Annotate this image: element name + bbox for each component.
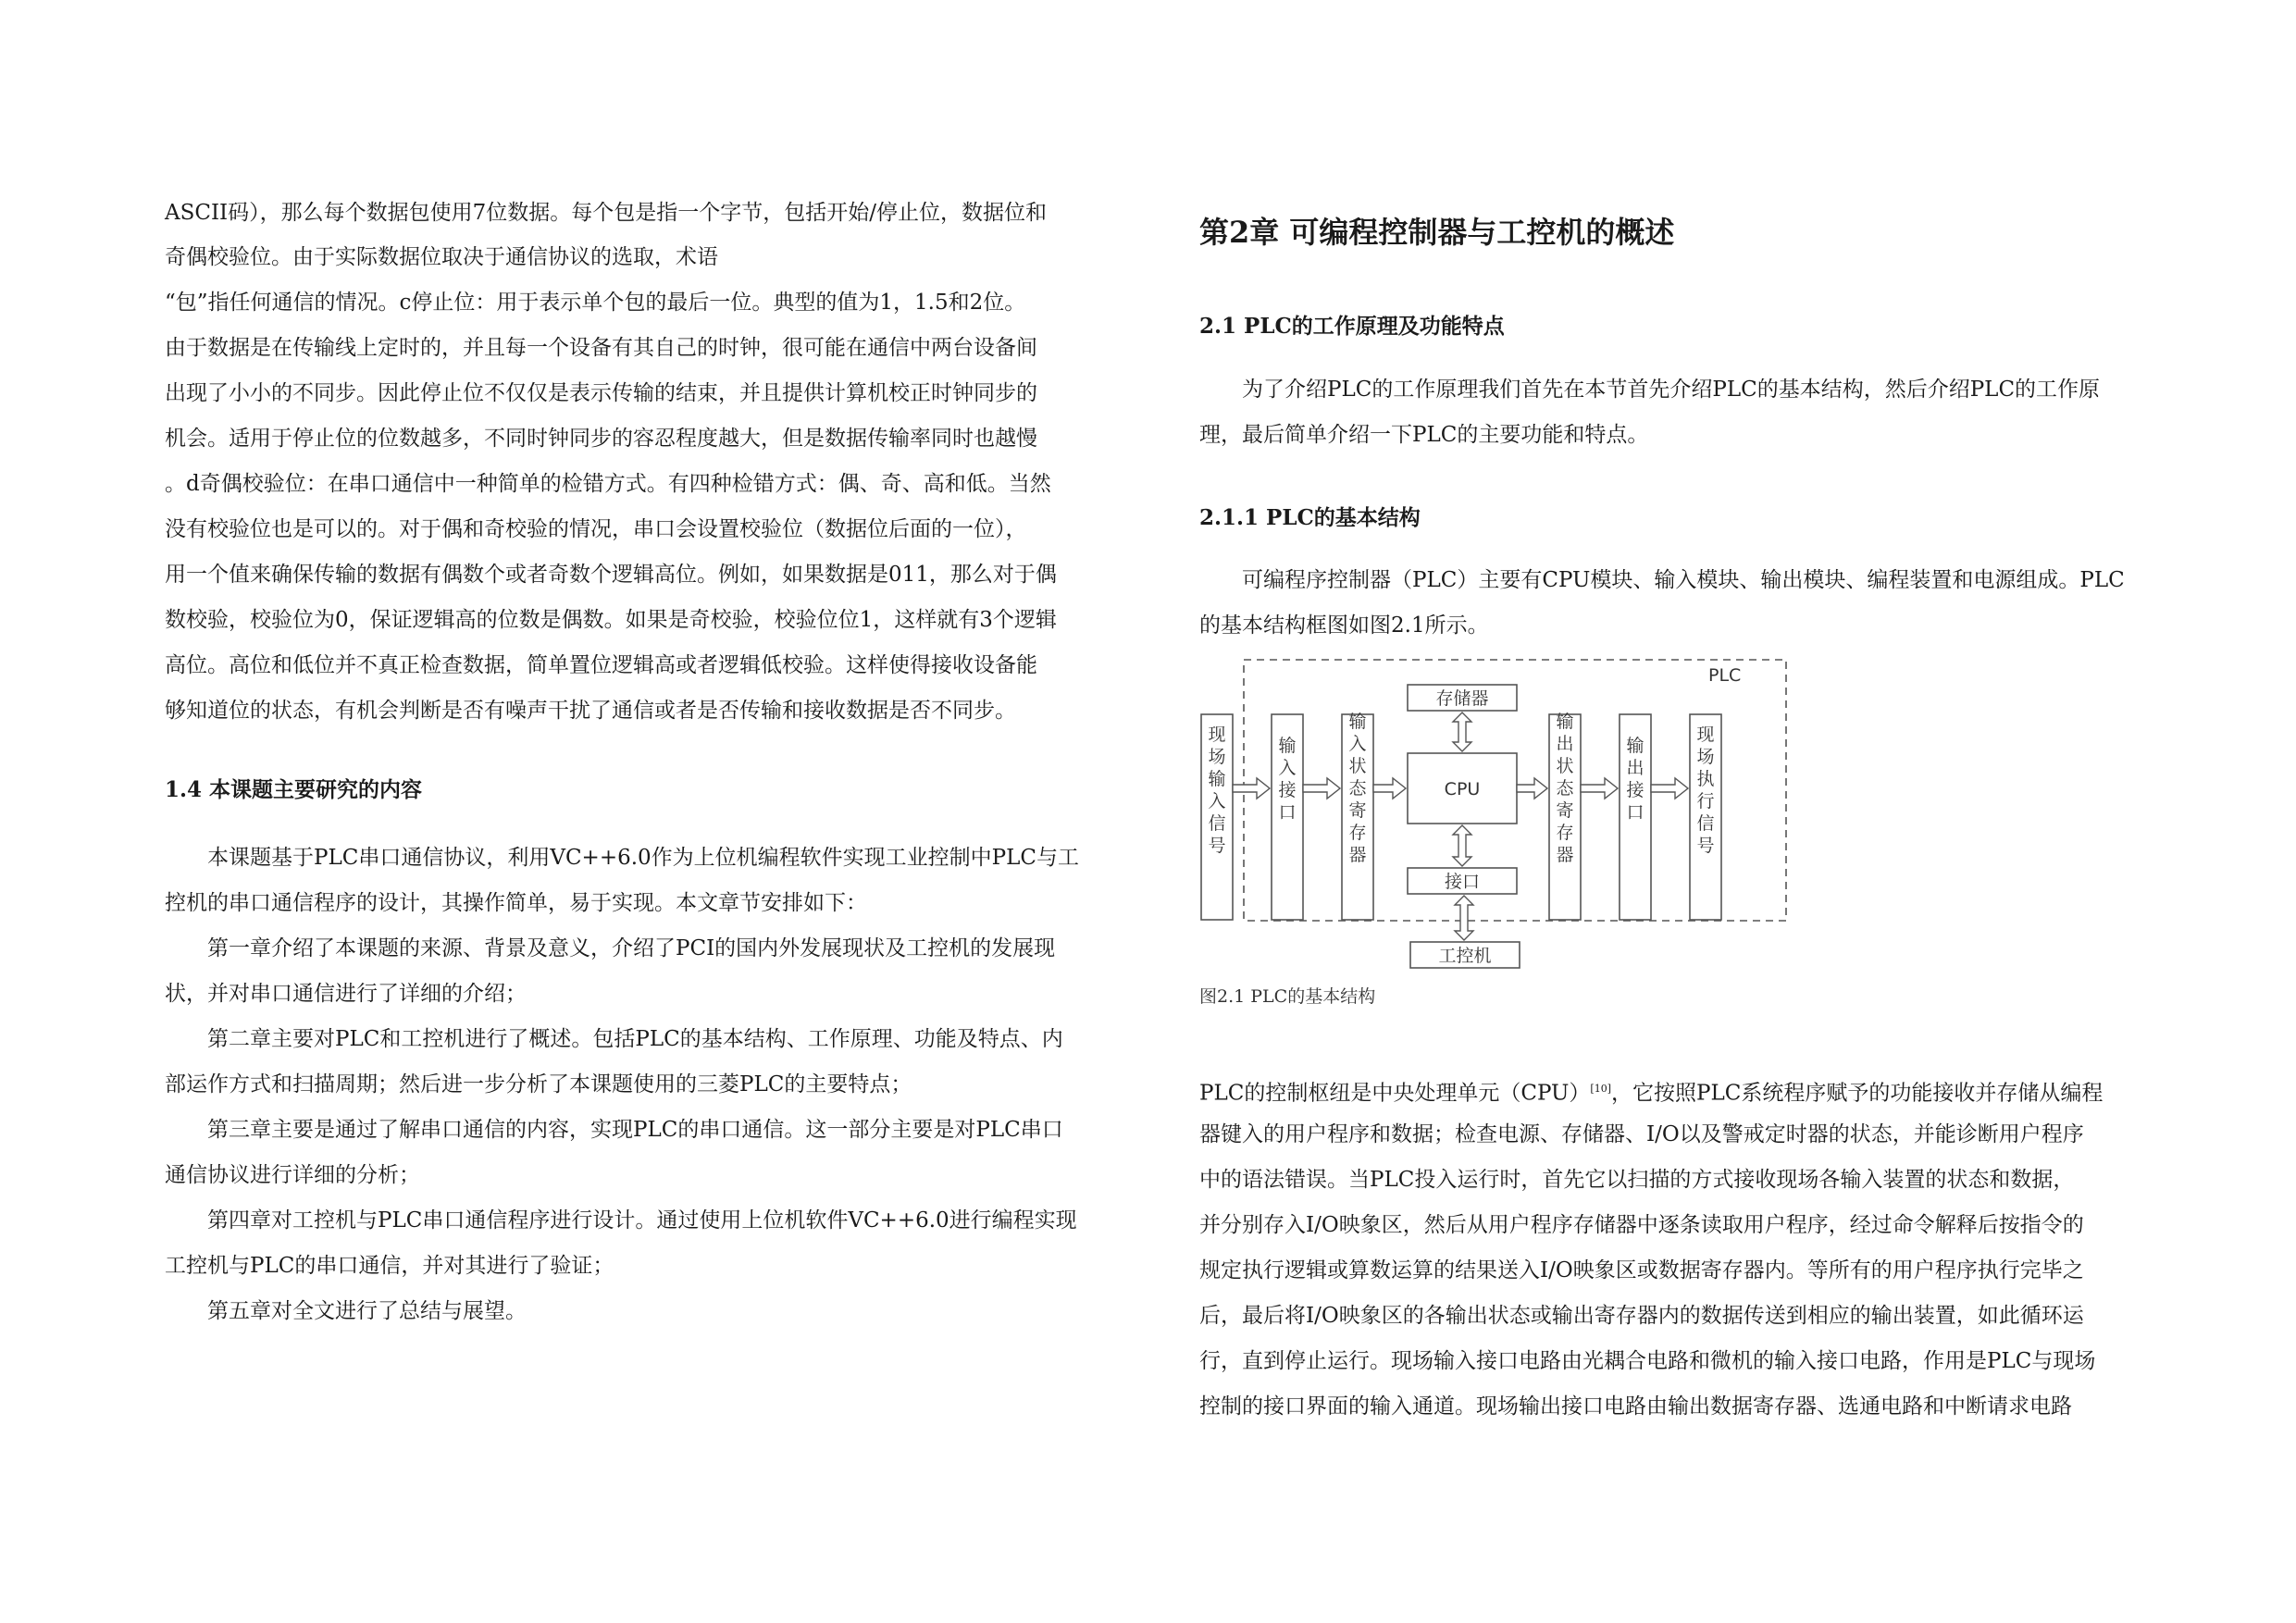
field-output-label: 现场执行信号	[1696, 725, 1715, 856]
text-line: 并分别存入I/O映象区，然后从用户程序存储器中逐条读取用户程序，经过命令解释后按指令的	[1199, 1213, 2084, 1237]
double-arrow-icon	[1453, 712, 1471, 751]
section-heading-2-1-1: 2.1.1 PLC的基本结构	[1199, 505, 1421, 530]
text-line: ASCII码），那么每个数据包使用7位数据。每个包是指一个字节，包括开始/停止位，数据位和	[165, 201, 1048, 225]
text-line	[1199, 1075, 2103, 1108]
text-line: 第二章主要对PLC和工控机进行了概述。包括PLC的基本结构、工作原理、功能及特点、内	[165, 1027, 1063, 1051]
text-line: 工控机与PLC的串口通信，并对其进行了验证；	[165, 1254, 614, 1278]
text-line: 第一章介绍了本课题的来源、背景及意义，介绍了PCI的国内外发展现状及工控机的发展现	[165, 936, 1056, 960]
text-line: 高位。高位和低位并不真正检查数据，简单置位逻辑高或者逻辑低校验。这样使得接收设备能	[165, 653, 1037, 677]
figure-caption: 图2.1 PLC的基本结构	[1199, 986, 1376, 1007]
arrow-right-icon	[1303, 778, 1340, 799]
arrow-right-icon	[1517, 778, 1547, 799]
text-line: 。d奇偶校验位：在串口通信中一种简单的检错方式。有四种检错方式：偶、奇、高和低。当然	[165, 472, 1051, 496]
text-line: 出现了小小的不同步。因此停止位不仅仅是表示传输的结束，并且提供计算机校正时钟同步的	[165, 381, 1037, 405]
text-line: 通信协议进行详细的分析；	[165, 1163, 420, 1187]
bidirectional-arrows	[1453, 712, 1473, 940]
text-line: 部运作方式和扫描周期；然后进一步分析了本课题使用的三菱PLC的主要特点；	[165, 1072, 912, 1096]
double-arrow-icon	[1455, 896, 1473, 940]
input-register-label: 输入状态寄存器	[1348, 712, 1367, 865]
text-line: 中的语法错误。当PLC投入运行时，首先它以扫描的方式接收现场各输入装置的状态和数据，	[1199, 1168, 2075, 1192]
text-line: 第五章对全文进行了总结与展望。	[165, 1299, 527, 1323]
text-line: “包”指任何通信的情况。c停止位：用于表示单个包的最后一位。典型的值为1，1.5和2位。	[165, 291, 1026, 315]
section-heading-1-4: 1.4 本课题主要研究的内容	[165, 777, 423, 802]
text-line: 后，最后将I/O映象区的各输出状态或输出寄存器内的数据传送到相应的输出装置，如此循环运	[1199, 1304, 2084, 1328]
text-line: 由于数据是在传输线上定时的，并且每一个设备有其自己的时钟，很可能在通信中两台设备间	[165, 336, 1037, 360]
text-span: ，它按照PLC系统程序赋予的功能接收并存储从编程	[1611, 1081, 2104, 1106]
text-line: 够知道位的状态，有机会判断是否有噪声干扰了通信或者是否传输和接收数据是否不同步。	[165, 699, 1016, 723]
section-heading-2-1: 2.1 PLC的工作原理及功能特点	[1199, 314, 1505, 339]
plc-label: PLC	[1708, 665, 1742, 686]
arrow-right-icon	[1651, 778, 1688, 799]
plc-structure-figure	[1199, 648, 2180, 981]
memory-label: 存储器	[1435, 688, 1489, 709]
text-line: 理，最后简单介绍一下PLC的主要功能和特点。	[1199, 423, 1649, 447]
cpu-label: CPU	[1444, 779, 1481, 799]
chapter-title: 第2章 可编程控制器与工控机的概述	[1199, 215, 1675, 250]
text-line: 规定执行逻辑或算数运算的结果送入I/O映象区或数据寄存器内。等所有的用户程序执行完毕之	[1199, 1258, 2084, 1282]
text-line: 数校验，校验位为0，保证逻辑高的位数是偶数。如果是奇校验，校验位位1，这样就有3个逻辑	[165, 608, 1057, 632]
arrow-right-icon	[1373, 778, 1406, 799]
text-line: 第三章主要是通过了解串口通信的内容，实现PLC的串口通信。这一部分主要是对PLC串口	[165, 1118, 1063, 1142]
field-input-label: 现场输入信号	[1208, 725, 1226, 856]
text-line: 为了介绍PLC的工作原理我们首先在本节首先介绍PLC的基本结构，然后介绍PLC的工作原	[1199, 378, 2101, 402]
arrow-right-icon	[1581, 778, 1618, 799]
text-line: 状，并对串口通信进行了详细的介绍；	[165, 982, 527, 1006]
output-interface-label: 输出接口	[1626, 736, 1644, 823]
text-span: PLC的控制枢纽是中央处理单元（CPU）	[1199, 1081, 1591, 1106]
text-line: 器键入的用户程序和数据；检查电源、存储器、I/O以及警戒定时器的状态，并能诊断用户程序	[1199, 1122, 2084, 1146]
text-line: 没有校验位也是可以的。对于偶和奇校验的情况，串口会设置校验位（数据位后面的一位），	[165, 517, 1027, 541]
output-register-label: 输出状态寄存器	[1556, 712, 1574, 865]
text-line: 机会。适用于停止位的位数越多，不同时钟同步的容忍程度越大，但是数据传输率同时也越慢	[165, 427, 1037, 451]
arrow-right-icon	[1233, 778, 1270, 799]
double-arrow-icon	[1453, 825, 1471, 866]
text-line: 本课题基于PLC串口通信协议，利用VC++6.0作为上位机编程软件实现工业控制中PLC与工	[165, 846, 1080, 870]
text-line: 奇偶校验位。由于实际数据位取决于通信协议的选取，术语	[165, 245, 718, 269]
text-line: 控制的接口界面的输入通道。现场输出接口电路由输出数据寄存器、选通电路和中断请求电路	[1199, 1394, 2072, 1419]
citation-ref: [10]	[1590, 1083, 1611, 1095]
text-line: 第四章对工控机与PLC串口通信程序进行设计。通过使用上位机软件VC++6.0进行编程实现	[165, 1208, 1077, 1233]
input-interface-label: 输入接口	[1278, 736, 1297, 823]
text-line: 用一个值来确保传输的数据有偶数个或者奇数个逻辑高位。例如，如果数据是011，那么对于偶	[165, 563, 1057, 587]
plc-block-diagram	[1199, 648, 2180, 981]
interface-label: 接口	[1444, 872, 1481, 892]
text-line: 控机的串口通信程序的设计，其操作简单，易于实现。本文章节安排如下：	[165, 891, 867, 915]
text-line: 行，直到停止运行。现场输入接口电路由光耦合电路和微机的输入接口电路，作用是PLC与现场	[1199, 1349, 2096, 1373]
text-line: 的基本结构框图如图2.1所示。	[1199, 613, 1489, 638]
ipc-label: 工控机	[1438, 946, 1492, 966]
text-line: 可编程序控制器（PLC）主要有CPU模块、输入模块、输出模块、编程装置和电源组成。PLC	[1199, 568, 2125, 592]
